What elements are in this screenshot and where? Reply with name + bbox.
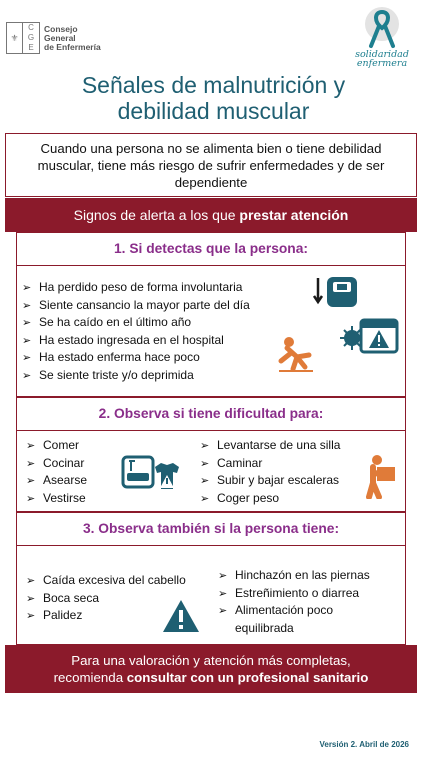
org-name-line: de Enfermería xyxy=(44,41,101,52)
list-item: ➢ Comer xyxy=(23,437,87,455)
logo-letter-g: G xyxy=(27,33,35,42)
list-item: ➢ Palidez xyxy=(23,607,186,625)
section-2-list-left xyxy=(23,437,87,507)
solidaridad-logo xyxy=(347,6,417,68)
list-item: ➢ Siente cansancio la mayor parte del día xyxy=(19,297,250,315)
section-1 xyxy=(16,232,406,397)
section-2 xyxy=(16,397,406,512)
page-title xyxy=(0,72,427,124)
list-item: ➢ Levantarse de una silla xyxy=(197,437,340,455)
header xyxy=(0,0,427,78)
alert-band xyxy=(5,198,417,232)
list-item: ➢ Hinchazón en las piernas xyxy=(215,567,405,585)
list-item: ➢ Subir y bajar escaleras xyxy=(197,472,340,490)
logo-letter-c: C xyxy=(28,23,34,32)
cge-logo-mark xyxy=(6,22,40,54)
section-2-heading: 2. Observa si tiene dificultad para: xyxy=(17,397,405,431)
list-item: ➢ Coger peso xyxy=(197,490,340,508)
cge-logo xyxy=(6,22,101,54)
footer-band-line xyxy=(5,669,417,686)
falling-person-icon xyxy=(275,335,317,375)
list-item: ➢ Ha estado ingresada en el hospital xyxy=(19,332,250,350)
footer-band-line: Para una valoración y atención más completas, xyxy=(71,653,351,668)
warning-icon xyxy=(161,598,201,634)
list-item: ➢ Asearse xyxy=(23,472,87,490)
list-item: ➢ Se ha caído en el último año xyxy=(19,314,250,332)
bathing-dressing-icon xyxy=(121,453,181,493)
footer-band xyxy=(5,645,417,693)
list-item: ➢ Se siente triste y/o deprimida xyxy=(19,367,250,385)
list-item: ➢ Estreñimiento o diarrea xyxy=(215,585,405,603)
crest-icon: ⚜ xyxy=(7,23,23,53)
footer-band-text: recomienda xyxy=(53,670,127,685)
list-item: ➢ Alimentación poco equilibrada xyxy=(215,602,355,637)
alert-band-text: Signos de alerta a los que xyxy=(73,207,240,223)
section-1-heading: 1. Si detectas que la persona: xyxy=(17,232,405,266)
list-item: ➢ Caminar xyxy=(197,455,340,473)
list-item: ➢ Boca seca xyxy=(23,590,186,608)
illness-calendar-icon xyxy=(339,314,399,356)
ribbon-icon xyxy=(362,6,402,50)
carrying-box-icon xyxy=(361,453,397,499)
list-item: ➢ Caída excesiva del cabello xyxy=(23,572,186,590)
alert-band-bold: prestar atención xyxy=(239,207,349,223)
intro-box xyxy=(5,133,417,197)
org-name-line: Consejo xyxy=(44,23,78,34)
list-item: ➢ Ha perdido peso de forma involuntaria xyxy=(19,279,250,297)
list-item: ➢ Ha estado enferma hace poco xyxy=(19,349,250,367)
section-3 xyxy=(16,512,406,645)
version-note: Versión 2. Abril de 2026 xyxy=(319,740,409,749)
logo-text-line: solidaridad xyxy=(355,49,409,60)
logo-letter-e: E xyxy=(28,43,34,52)
list-item: ➢ Cocinar xyxy=(23,455,87,473)
intro-text: Cuando una persona no se alimenta bien o tiene debilidad muscular, tiene más riesgo de sufrir enfermedades y de ser dependiente xyxy=(37,140,385,190)
section-3-heading: 3. Observa también si la persona tiene: xyxy=(17,512,405,546)
section-1-list xyxy=(19,279,250,384)
list-item: ➢ Vestirse xyxy=(23,490,87,508)
title-line: Señales de malnutrición y xyxy=(81,72,346,98)
footer-band-bold: consultar con un profesional sanitario xyxy=(126,670,369,685)
org-name-line: General xyxy=(44,32,76,43)
org-name xyxy=(44,25,101,52)
weight-scale-icon xyxy=(313,274,359,310)
logo-text-line: enfermera xyxy=(356,58,408,69)
section-3-list-right xyxy=(215,567,405,637)
title-line: debilidad muscular xyxy=(117,98,310,124)
section-2-list-right xyxy=(197,437,340,507)
